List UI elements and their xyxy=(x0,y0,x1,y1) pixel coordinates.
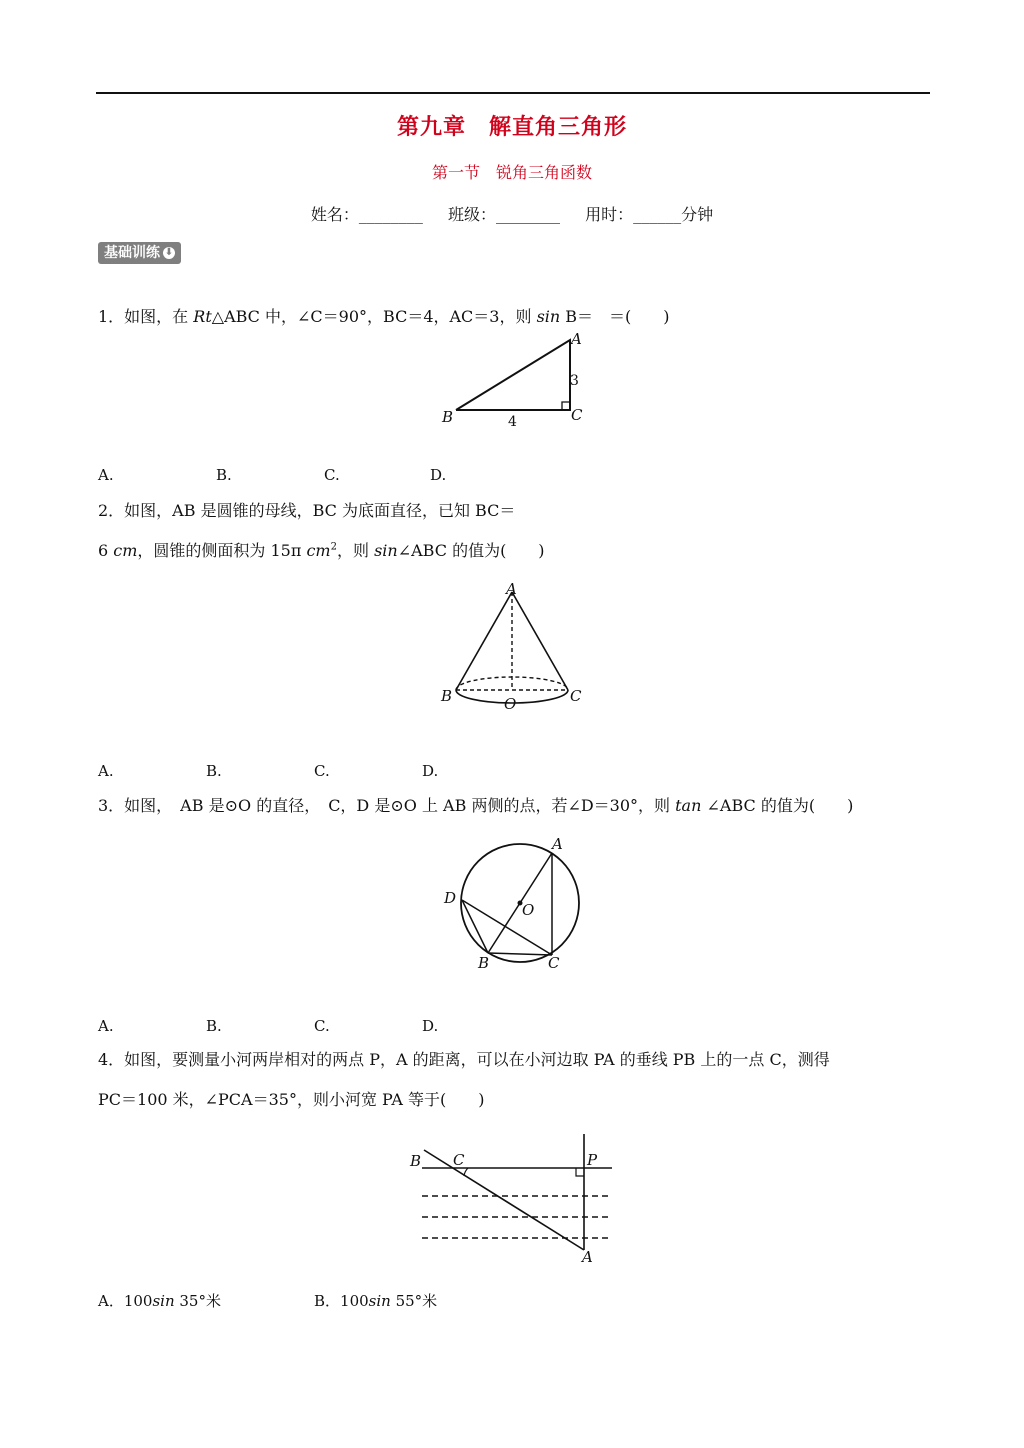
q4-right-angle-mark xyxy=(576,1168,584,1176)
class-field: 班级：________ xyxy=(447,205,560,224)
q1-option-d: D. xyxy=(430,466,447,484)
q4-option-b xyxy=(314,1290,437,1311)
q4-opt-a-sin: sin xyxy=(152,1292,175,1310)
q2-option-d: D. xyxy=(422,762,439,780)
q1-side-ac: 3 xyxy=(570,373,579,389)
q4-label-a: A xyxy=(582,1248,593,1266)
q2-l2-mid: ，圆锥的侧面积为 15π xyxy=(137,541,307,560)
q2-slant-left xyxy=(456,592,512,690)
q1-triangle-figure xyxy=(430,330,600,430)
question-2-line-2 xyxy=(98,538,545,561)
q2-label-o: O xyxy=(504,695,517,713)
q3-label-b: B xyxy=(478,954,490,972)
chapter-title: 第九章 解直角三角形 xyxy=(396,114,627,140)
q3-label-a: A xyxy=(552,835,563,853)
header-rule xyxy=(96,92,930,94)
name-field: 姓名：________ xyxy=(310,205,423,224)
q2-cm-2: cm xyxy=(306,541,331,560)
q4-segment-ca xyxy=(424,1150,584,1250)
q1-sin: sin xyxy=(536,307,561,326)
q1-post: B＝ ＝( ) xyxy=(560,307,670,326)
q1-label-b: B xyxy=(442,408,454,426)
q1-right-angle-mark xyxy=(562,402,570,410)
q2-label-c: C xyxy=(570,687,582,705)
down-arrow-icon: ⬇ xyxy=(164,247,174,258)
q2-label-b: B xyxy=(441,687,453,705)
question-3 xyxy=(98,793,853,816)
q3-tan: tan xyxy=(675,796,702,815)
q2-label-a: A xyxy=(506,580,517,598)
student-info xyxy=(0,202,1024,225)
q3-option-a: A. xyxy=(98,1017,114,1035)
q1-side-bc: 4 xyxy=(508,414,517,430)
question-4-line-1: 4．如图，要测量小河两岸相对的两点 P，A 的距离，可以在小河边取 PA 的垂线 PB 上的一点 C，测得 xyxy=(98,1050,830,1069)
q4-river-figure xyxy=(404,1128,624,1268)
q2-option-b: B. xyxy=(206,762,222,780)
q3-post: ∠ABC 的值为( ) xyxy=(701,796,854,815)
q1-option-b: B. xyxy=(216,466,232,484)
q3-option-c: C. xyxy=(314,1017,330,1035)
q4-opt-a-pre: A．100 xyxy=(98,1292,153,1310)
q4-label-c: C xyxy=(453,1151,465,1169)
q4-angle-mark xyxy=(464,1168,468,1176)
q4-opt-b-post: 55°米 xyxy=(390,1292,438,1310)
q1-pre: 1．如图，在 xyxy=(98,307,194,326)
question-4-line-2: PC＝100 米，∠PCA＝35°，则小河宽 PA 等于( ) xyxy=(98,1090,485,1109)
badge-label: 基础训练 xyxy=(104,245,160,261)
q1-option-c: C. xyxy=(324,466,340,484)
q1-option-a: A. xyxy=(98,466,114,484)
q3-circle-figure xyxy=(438,830,598,980)
q1-label-c: C xyxy=(571,406,583,424)
q2-sin: sin xyxy=(374,541,398,560)
q4-opt-a-post: 35°米 xyxy=(174,1292,221,1310)
q2-l2-pre: 6 xyxy=(98,541,114,560)
q4-opt-b-sin: sin xyxy=(368,1292,391,1310)
q3-label-d: D xyxy=(444,889,457,907)
q3-label-c: C xyxy=(548,954,560,972)
q3-label-o: O xyxy=(522,901,535,919)
q1-rt: Rt xyxy=(193,307,212,326)
q2-l2-mid2: ，则 xyxy=(336,541,375,560)
q3-option-d: D. xyxy=(422,1017,439,1035)
q3-chord-bc xyxy=(488,953,552,955)
q1-label-a: A xyxy=(571,330,582,348)
q2-sup: 2 xyxy=(330,541,337,553)
q4-label-b: B xyxy=(410,1152,422,1170)
q4-label-p: P xyxy=(587,1151,598,1169)
section-badge xyxy=(98,242,181,264)
section-title: 第一节 锐角三角函数 xyxy=(431,163,592,182)
q2-option-c: C. xyxy=(314,762,330,780)
q3-pre: 3．如图， AB 是⊙O 的直径， C，D 是⊙O 上 AB 两侧的点，若∠D＝30°，则 xyxy=(98,796,676,815)
q3-option-b: B. xyxy=(206,1017,222,1035)
q2-slant-right xyxy=(512,592,568,690)
question-2-line-1: 2．如图，AB 是圆锥的母线，BC 为底面直径，已知 BC＝ xyxy=(98,501,516,520)
q1-mid: △ABC 中，∠C＝90°，BC＝4，AC＝3，则 xyxy=(211,307,537,326)
q2-cm-1: cm xyxy=(113,541,138,560)
q1-triangle xyxy=(456,340,570,410)
q4-opt-b-pre: B．100 xyxy=(314,1292,369,1310)
q2-l2-post: ∠ABC 的值为( ) xyxy=(397,541,545,560)
question-1 xyxy=(98,304,670,327)
q2-cone-figure xyxy=(436,580,596,720)
time-field: 用时：______分钟 xyxy=(585,205,714,224)
q2-option-a: A. xyxy=(98,762,114,780)
q4-option-a xyxy=(98,1290,221,1311)
